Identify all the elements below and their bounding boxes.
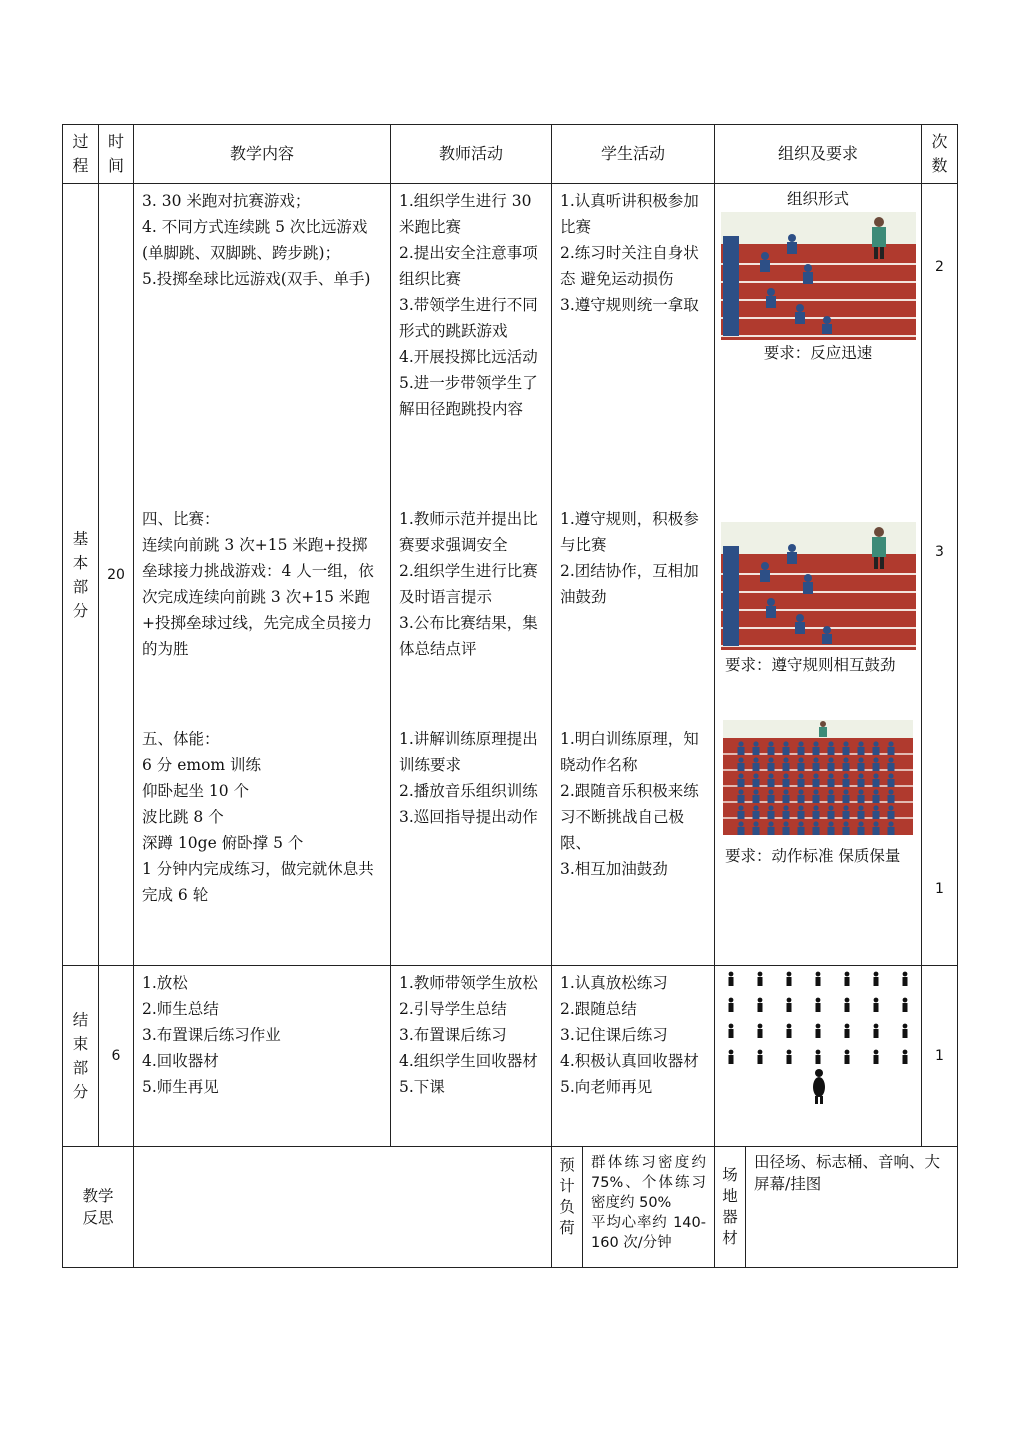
student-figure-icon bbox=[874, 998, 879, 1003]
student-body bbox=[858, 779, 865, 787]
student-dot bbox=[888, 805, 893, 810]
student-body bbox=[843, 811, 850, 819]
student-dot bbox=[873, 805, 878, 810]
student-dot bbox=[783, 789, 788, 794]
student-figure-icon bbox=[816, 1050, 821, 1055]
org-req-2: 要求：遵守规则相互鼓劲 bbox=[725, 656, 896, 674]
venue-label: 场 地 器 材 bbox=[722, 1166, 738, 1247]
basic-student bbox=[552, 184, 715, 966]
student-body bbox=[738, 827, 745, 835]
student-body bbox=[888, 795, 895, 803]
student-body bbox=[843, 827, 850, 835]
student-body bbox=[843, 779, 850, 787]
student-dot bbox=[828, 821, 833, 826]
student-figure-icon bbox=[787, 972, 792, 977]
basic-time: 20 bbox=[99, 184, 134, 966]
header-teacher: 教师活动 bbox=[391, 125, 552, 184]
student-dot bbox=[753, 757, 758, 762]
student-figure-icon bbox=[816, 998, 821, 1003]
student-dot bbox=[873, 757, 878, 762]
student-body bbox=[783, 747, 790, 755]
student-figure-icon bbox=[787, 1050, 792, 1055]
student-figure-body bbox=[729, 1003, 734, 1012]
student-dot bbox=[738, 821, 743, 826]
student-dot bbox=[783, 821, 788, 826]
student-dot bbox=[753, 821, 758, 826]
student-figure-body bbox=[758, 1055, 763, 1064]
ending-phase: 结 束 部 分 bbox=[63, 966, 99, 1147]
student-figure-body bbox=[845, 1029, 850, 1038]
student-figure-icon bbox=[845, 972, 850, 977]
student-body bbox=[813, 795, 820, 803]
student-body bbox=[768, 811, 775, 819]
student-dot bbox=[768, 757, 773, 762]
student-dot bbox=[798, 741, 803, 746]
ending-student: 1.认真放松练习 2.跟随总结 3.记住课后练习 4.积极认真回收器材 5.向老师再见 bbox=[560, 974, 699, 1096]
student-figure-icon bbox=[903, 972, 908, 977]
student-figure-icon bbox=[845, 1050, 850, 1055]
student-dot bbox=[888, 789, 893, 794]
student-dot bbox=[843, 805, 848, 810]
ending-content: 1.放松 2.师生总结 3.布置课后练习作业 4.回收器材 5.师生再见 bbox=[142, 974, 281, 1096]
student-dot bbox=[843, 821, 848, 826]
reflection-row bbox=[63, 1147, 958, 1268]
student-dot bbox=[888, 757, 893, 762]
org-req-3: 要求：动作标准 保质保量 bbox=[725, 847, 901, 865]
student-figure-body bbox=[758, 977, 763, 986]
formation-diagram bbox=[715, 966, 920, 1116]
reflection-blank bbox=[134, 1147, 551, 1267]
student-dot bbox=[768, 741, 773, 746]
student-dot bbox=[813, 741, 818, 746]
student-dot bbox=[768, 805, 773, 810]
student-body bbox=[873, 747, 880, 755]
load-label: 预 计 负 荷 bbox=[551, 1147, 582, 1267]
student-dot bbox=[813, 773, 818, 778]
basic-student-block2: 1.遵守规则，积极参与比赛 2.团结协作，互相加油鼓劲 bbox=[560, 510, 699, 606]
header-org: 组织及要求 bbox=[715, 125, 922, 184]
student-figure-icon bbox=[729, 1050, 734, 1055]
student-figure-body bbox=[845, 1055, 850, 1064]
student-dot bbox=[798, 773, 803, 778]
student-dot bbox=[813, 757, 818, 762]
student-figure-icon bbox=[874, 1050, 879, 1055]
student-body bbox=[798, 811, 805, 819]
basic-org bbox=[715, 184, 922, 966]
student-body bbox=[813, 827, 820, 835]
student-body bbox=[738, 779, 745, 787]
student-dot bbox=[843, 757, 848, 762]
student-dot bbox=[813, 821, 818, 826]
student-dot bbox=[888, 741, 893, 746]
student-body bbox=[858, 811, 865, 819]
student-figure-body bbox=[845, 977, 850, 986]
student-body bbox=[888, 827, 895, 835]
student-body bbox=[888, 779, 895, 787]
student-body bbox=[783, 779, 790, 787]
student-body bbox=[798, 763, 805, 771]
student-figure-icon bbox=[816, 1024, 821, 1029]
ending-time: 6 bbox=[99, 966, 134, 1147]
ending-section-row bbox=[63, 966, 958, 1147]
student-figure-icon bbox=[758, 972, 763, 977]
student-figure-body bbox=[874, 1003, 879, 1012]
student-figure-icon bbox=[903, 998, 908, 1003]
student-body bbox=[753, 811, 760, 819]
student-figure-body bbox=[874, 1055, 879, 1064]
basic-teacher-block2: 1.教师示范并提出比赛要求强调安全 2.组织学生进行比赛及时语言提示 3.公布比赛结果，集体总结点评 bbox=[399, 510, 538, 658]
student-body bbox=[768, 827, 775, 835]
student-dot bbox=[843, 773, 848, 778]
student-dot bbox=[768, 821, 773, 826]
student-dot bbox=[858, 821, 863, 826]
student-figure-icon bbox=[816, 972, 821, 977]
student-figure-icon bbox=[874, 972, 879, 977]
header-count: 次 数 bbox=[922, 125, 958, 184]
student-dot bbox=[858, 757, 863, 762]
basic-content-block1: 3. 30 米跑对抗赛游戏； 4. 不同方式连续跳 5 次比远游戏(单脚跳、双脚跳、跨步跳)； 5.投掷垒球比远游戏(双手、单手) bbox=[142, 192, 371, 288]
reflection-label: 教学 反思 bbox=[63, 1147, 134, 1268]
student-body bbox=[813, 811, 820, 819]
student-body bbox=[768, 779, 775, 787]
student-dot bbox=[798, 789, 803, 794]
student-body bbox=[738, 811, 745, 819]
student-figure-body bbox=[816, 977, 821, 986]
venue-text: 田径场、标志桶、音响、大屏幕/挂图 bbox=[745, 1147, 957, 1267]
ending-teacher: 1.教师带领学生放松 2.引导学生总结 3.布置课后练习 4.组织学生回收器材 5.下课 bbox=[399, 974, 538, 1096]
student-body bbox=[813, 747, 820, 755]
ending-count: 1 bbox=[922, 966, 958, 1147]
student-body bbox=[873, 795, 880, 803]
student-body bbox=[858, 827, 865, 835]
student-dot bbox=[873, 789, 878, 794]
student-dot bbox=[828, 757, 833, 762]
student-dot bbox=[783, 773, 788, 778]
student-dot bbox=[753, 789, 758, 794]
student-body bbox=[798, 779, 805, 787]
student-figure-body bbox=[903, 977, 908, 986]
student-dot bbox=[738, 757, 743, 762]
student-body bbox=[873, 811, 880, 819]
student-body bbox=[738, 795, 745, 803]
student-dot bbox=[738, 773, 743, 778]
header-process: 过 程 bbox=[63, 125, 99, 184]
ending-org bbox=[715, 966, 922, 1147]
student-figure-icon bbox=[758, 1024, 763, 1029]
student-body bbox=[783, 763, 790, 771]
student-dot bbox=[798, 821, 803, 826]
student-dot bbox=[783, 741, 788, 746]
student-figure-body bbox=[816, 1055, 821, 1064]
student-body bbox=[783, 811, 790, 819]
basic-phase: 基 本 部 分 bbox=[63, 184, 99, 966]
student-dot bbox=[828, 805, 833, 810]
student-dot bbox=[768, 789, 773, 794]
teacher-figure-icon bbox=[813, 1069, 825, 1104]
count-3: 1 bbox=[935, 881, 944, 897]
student-body bbox=[798, 795, 805, 803]
track-diagram-1 bbox=[721, 212, 916, 340]
student-body bbox=[828, 779, 835, 787]
student-figure-icon bbox=[845, 1024, 850, 1029]
student-figure-icon bbox=[874, 1024, 879, 1029]
student-body bbox=[753, 747, 760, 755]
student-body bbox=[858, 747, 865, 755]
student-dot bbox=[753, 773, 758, 778]
student-dot bbox=[873, 773, 878, 778]
student-dot bbox=[858, 741, 863, 746]
student-body bbox=[843, 763, 850, 771]
student-figure-body bbox=[787, 1029, 792, 1038]
student-body bbox=[843, 747, 850, 755]
basic-content-block3: 五、体能： 6 分 emom 训练 仰卧起坐 10 个 波比跳 8 个 深蹲 10ge 俯卧撑 5 个 1 分钟内完成练习，做完就休息共完成 6 轮 bbox=[142, 730, 374, 904]
student-body bbox=[768, 763, 775, 771]
student-body bbox=[753, 827, 760, 835]
lesson-plan bbox=[62, 124, 957, 1268]
student-body bbox=[843, 795, 850, 803]
student-figure-body bbox=[758, 1003, 763, 1012]
student-figure-icon bbox=[787, 998, 792, 1003]
student-figure-body bbox=[729, 977, 734, 986]
org-caption: 组织形式 bbox=[786, 190, 849, 208]
header-row bbox=[63, 125, 958, 184]
student-figure-body bbox=[903, 1029, 908, 1038]
student-body bbox=[828, 811, 835, 819]
student-figure-body bbox=[729, 1029, 734, 1038]
count-2: 3 bbox=[935, 544, 944, 560]
org-req-1: 要求：反应迅速 bbox=[763, 344, 873, 362]
student-dot bbox=[888, 821, 893, 826]
student-figure-body bbox=[903, 1055, 908, 1064]
student-dot bbox=[873, 821, 878, 826]
student-figure-icon bbox=[903, 1024, 908, 1029]
student-figure-icon bbox=[758, 998, 763, 1003]
header-content: 教学内容 bbox=[134, 125, 391, 184]
student-dot bbox=[858, 773, 863, 778]
student-body bbox=[858, 795, 865, 803]
student-figure-body bbox=[787, 1055, 792, 1064]
lesson-plan-table bbox=[62, 124, 958, 1268]
student-figure-body bbox=[816, 1029, 821, 1038]
student-body bbox=[888, 747, 895, 755]
student-figure-icon bbox=[729, 998, 734, 1003]
student-figure-body bbox=[758, 1029, 763, 1038]
student-body bbox=[858, 763, 865, 771]
basic-content-block2: 四、比赛： 连续向前跳 3 次+15 米跑+投掷垒球接力挑战游戏：4 人一组，依次完成连续向前跳 3 次+15 米跑+投掷垒球过线，先完成全员接力的为胜 bbox=[142, 510, 374, 658]
student-body bbox=[753, 763, 760, 771]
student-figure-icon bbox=[758, 1050, 763, 1055]
basic-counts bbox=[922, 184, 958, 966]
student-dot bbox=[753, 741, 758, 746]
teacher-figure-icon bbox=[819, 721, 827, 737]
student-body bbox=[768, 795, 775, 803]
student-body bbox=[828, 827, 835, 835]
student-body bbox=[738, 747, 745, 755]
header-time: 时 间 bbox=[99, 125, 134, 184]
student-body bbox=[768, 747, 775, 755]
student-figure-icon bbox=[729, 972, 734, 977]
student-dot bbox=[873, 741, 878, 746]
student-dot bbox=[843, 789, 848, 794]
student-body bbox=[813, 763, 820, 771]
student-dot bbox=[783, 757, 788, 762]
student-figure-icon bbox=[903, 1050, 908, 1055]
student-figure-body bbox=[874, 1029, 879, 1038]
student-dot bbox=[738, 741, 743, 746]
student-dot bbox=[843, 741, 848, 746]
student-dot bbox=[798, 805, 803, 810]
header-student: 学生活动 bbox=[552, 125, 715, 184]
student-body bbox=[888, 811, 895, 819]
student-figure-body bbox=[787, 977, 792, 986]
basic-teacher bbox=[391, 184, 552, 966]
basic-student-block3: 1.明白训练原理，知晓动作名称 2.跟随音乐积极来练习不断挑战自己极限、 3.相互加油鼓劲 bbox=[560, 730, 699, 878]
student-dot bbox=[828, 741, 833, 746]
student-figure-body bbox=[845, 1003, 850, 1012]
track-diagram-3 bbox=[723, 720, 913, 835]
student-figure-body bbox=[874, 977, 879, 986]
student-figure-icon bbox=[845, 998, 850, 1003]
basic-student-block1: 1.认真听讲积极参加比赛 2.练习时关注自身状态 避免运动损伤 3.遵守规则统一拿取 bbox=[560, 192, 699, 314]
student-body bbox=[828, 763, 835, 771]
basic-teacher-block1: 1.组织学生进行 30 米跑比赛 2.提出安全注意事项组织比赛 3.带领学生进行不同形式的跳跃游戏 4.开展投掷比远活动 5.进一步带领学生了解田径跑跳投内容 bbox=[399, 192, 538, 418]
student-body bbox=[828, 795, 835, 803]
student-dot bbox=[888, 773, 893, 778]
student-dot bbox=[798, 757, 803, 762]
student-body bbox=[738, 763, 745, 771]
student-dot bbox=[813, 789, 818, 794]
student-dot bbox=[768, 773, 773, 778]
student-body bbox=[798, 747, 805, 755]
basic-teacher-block3: 1.讲解训练原理提出训练要求 2.播放音乐组织训练 3.巡回指导提出动作 bbox=[399, 730, 538, 826]
student-dot bbox=[753, 805, 758, 810]
student-body bbox=[753, 795, 760, 803]
student-body bbox=[798, 827, 805, 835]
student-figure-body bbox=[787, 1003, 792, 1012]
student-figure-body bbox=[903, 1003, 908, 1012]
student-dot bbox=[858, 789, 863, 794]
student-dot bbox=[738, 805, 743, 810]
track-diagram-2 bbox=[721, 522, 916, 650]
student-body bbox=[753, 779, 760, 787]
student-figure-icon bbox=[729, 1024, 734, 1029]
student-dot bbox=[858, 805, 863, 810]
student-body bbox=[828, 747, 835, 755]
student-dot bbox=[783, 805, 788, 810]
student-body bbox=[873, 779, 880, 787]
count-1: 2 bbox=[935, 259, 944, 275]
load-text: 群体练习密度约 75%、个体练习密度约 50% 平均心率约 140-160 次/分钟 bbox=[582, 1147, 714, 1267]
student-dot bbox=[738, 789, 743, 794]
student-dot bbox=[813, 805, 818, 810]
student-figure-body bbox=[729, 1055, 734, 1064]
student-body bbox=[888, 763, 895, 771]
student-figure-icon bbox=[787, 1024, 792, 1029]
student-dot bbox=[828, 789, 833, 794]
student-body bbox=[873, 827, 880, 835]
student-body bbox=[783, 795, 790, 803]
student-dot bbox=[828, 773, 833, 778]
student-body bbox=[783, 827, 790, 835]
student-figure-body bbox=[816, 1003, 821, 1012]
student-body bbox=[813, 779, 820, 787]
basic-section-row bbox=[63, 184, 958, 966]
basic-content bbox=[134, 184, 391, 966]
student-body bbox=[873, 763, 880, 771]
